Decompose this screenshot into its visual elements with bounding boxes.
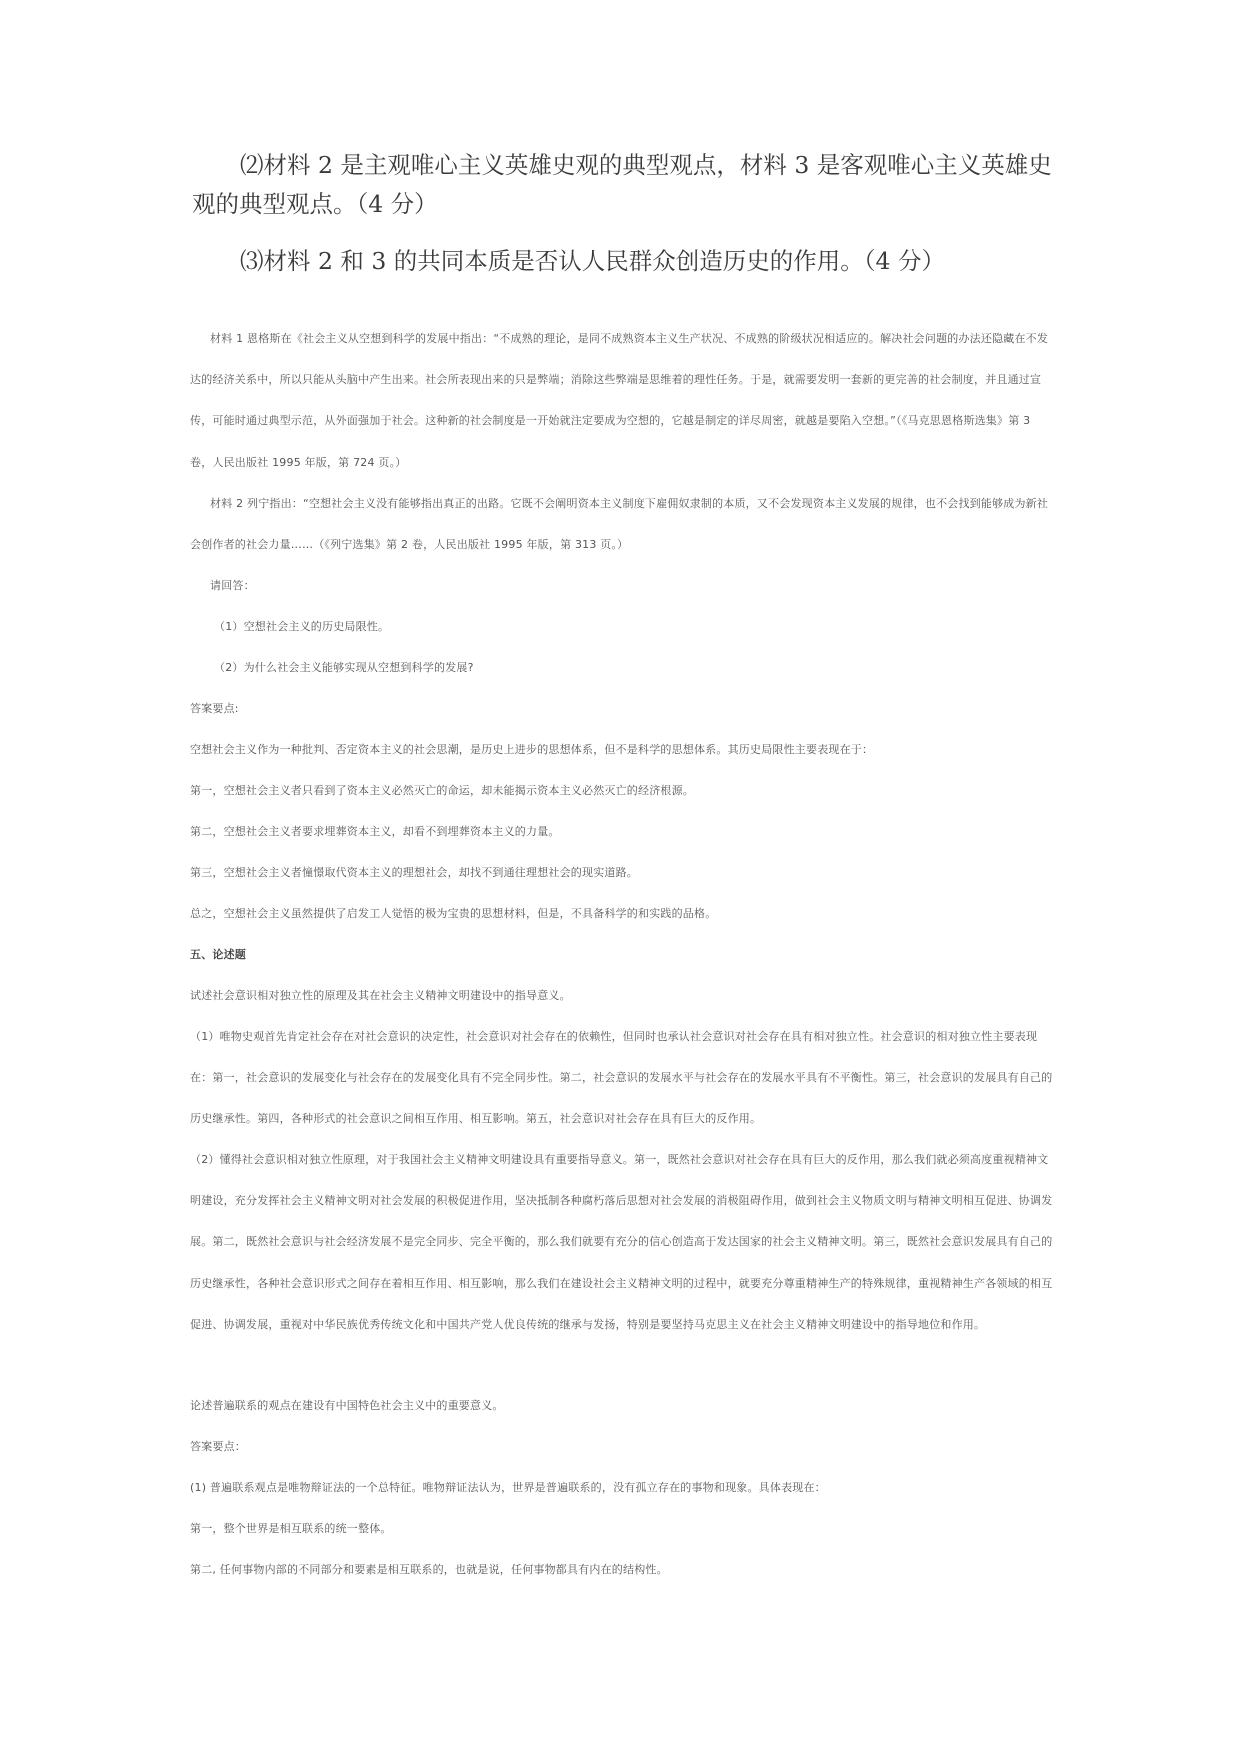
essay-answer-2-second: 第二, 任何事物内部的不同部分和要素是相互联系的，也就是说，任何事物都具有内在的结构性。 bbox=[190, 1563, 668, 1576]
material-1-text: 材料 1 恩格斯在《社会主义从空想到科学的发展中指出：“不成熟的理论，是同不成熟资本主义生产状况、不成熟的阶级状况相适应的。解决社会问题的办法还隐藏在不发达的经济关系中，所以只能从头脑中产生出来。社会所表现出来的只是弊端；消除这些弊端是思维着的理性任务。于是，就需要发明一套新的更完善的社会制度，并且通过宣传，可能时通过典型示范，从外面强加于社会。这种新的社会制度是一开始就注定要成为空想的，它越是制定的详尽周密，就越是要陷入空想。”（《马克思恩格斯选集》第 3 卷，人民出版社 1995 年版，第 724 页。） bbox=[190, 332, 1049, 469]
material-2-text: 材料 2 列宁指出：“空想社会主义没有能够指出真正的出路。它既不会阐明资本主义制度下雇佣奴隶制的本质，又不会发现资本主义发展的规律，也不会找到能够成为新社会创作者的社会力量……（《列宁选集》第 2 卷，人民出版社 1995 年版，第 313 页。） bbox=[190, 497, 1049, 552]
question-1: （1）空想社会主义的历史局限性。 bbox=[214, 620, 390, 633]
answer-paragraph-2: ⑵材料 2 是主观唯心主义英雄史观的典型观点，材料 3 是客观唯心主义英雄史观的典型观点。（4 分） bbox=[192, 151, 1052, 218]
answer-point-second: 第二，空想社会主义者要求埋葬资本主义，却看不到埋葬资本主义的力量。 bbox=[190, 825, 560, 838]
question-2: （2）为什么社会主义能够实现从空想到科学的发展? bbox=[214, 661, 474, 674]
answer-key-label-1: 答案要点: bbox=[190, 702, 239, 715]
essay-question-1: 试述社会意识相对独立性的原理及其在社会主义精神文明建设中的指导意义。 bbox=[190, 989, 571, 1002]
essay-answer-1-part-2: （2）懂得社会意识相对独立性原理，对于我国社会主义精神文明建设具有重要指导意义。第一，既然社会意识对社会存在具有巨大的反作用，那么我们就必须高度重视精神文明建设，充分发挥社会主义精神文明对社会发展的积极促进作用，坚决抵制各种腐朽落后思想对社会发展的消极阻碍作用，做到社会主义物质文明与精神文明相互促进、协调发展。第二，既然社会意识与社会经济发展不是完全同步、完全平衡的，那么我们就要有充分的信心创造高于发达国家的社会主义精神文明。第三，既然社会意识发展具有自己的历史继承性，各种社会意识形式之间存在着相互作用、相互影响，那么我们在建设社会主义精神文明的过程中，就要充分尊重精神生产的特殊规律，重视精神生产各领域的相互促进、协调发展，重视对中华民族优秀传统文化和中国共产党人优良传统的继承与发扬，特别是要坚持马克思主义在社会主义精神文明建设中的指导地位和作用。 bbox=[190, 1153, 1053, 1331]
answer-point-first: 第一，空想社会主义者只看到了资本主义必然灭亡的命运，却未能揭示资本主义必然灭亡的经济根源。 bbox=[190, 784, 694, 797]
essay-answer-2-part-1: (1) 普遍联系观点是唯物辩证法的一个总特征。唯物辩证法认为，世界是普遍联系的，没有孤立存在的事物和现象。具体表现在： bbox=[190, 1481, 826, 1494]
answer-key-label-2: 答案要点： bbox=[190, 1440, 246, 1453]
answer-point-third: 第三，空想社会主义者憧憬取代资本主义的理想社会，却找不到通往理想社会的现实道路。 bbox=[190, 866, 638, 879]
answer-paragraph-3: ⑶材料 2 和 3 的共同本质是否认人民群众创造历史的作用。（4 分） bbox=[240, 247, 945, 275]
essay-answer-2-first: 第一，整个世界是相互联系的统一整体。 bbox=[190, 1522, 392, 1535]
essay-question-2: 论述普遍联系的观点在建设有中国特色社会主义中的重要意义。 bbox=[190, 1399, 504, 1412]
please-answer-label: 请回答： bbox=[210, 579, 255, 592]
answer-summary: 总之，空想社会主义虽然提供了启发工人觉悟的极为宝贵的思想材料，但是，不具备科学的和实践的品格。 bbox=[190, 907, 717, 920]
essay-answer-1-part-1: （1）唯物史观首先肯定社会存在对社会意识的决定性，社会意识对社会存在的依赖性，但同时也承认社会意识对社会存在具有相对独立性。社会意识的相对独立性主要表现在：第一，社会意识的发展变化与社会存在的发展变化具有不完全同步性。第二，社会意识的发展水平与社会存在的发展水平具有不平衡性。第三，社会意识的发展具有自己的历史继承性。第四，各种形式的社会意识之间相互作用、相互影响。第五，社会意识对社会存在具有巨大的反作用。 bbox=[190, 1030, 1053, 1126]
answer-intro: 空想社会主义作为一种批判、否定资本主义的社会思潮，是历史上进步的思想体系，但不是科学的思想体系。其历史局限性主要表现在于： bbox=[190, 743, 874, 756]
section-5-heading: 五、论述题 bbox=[190, 948, 246, 961]
